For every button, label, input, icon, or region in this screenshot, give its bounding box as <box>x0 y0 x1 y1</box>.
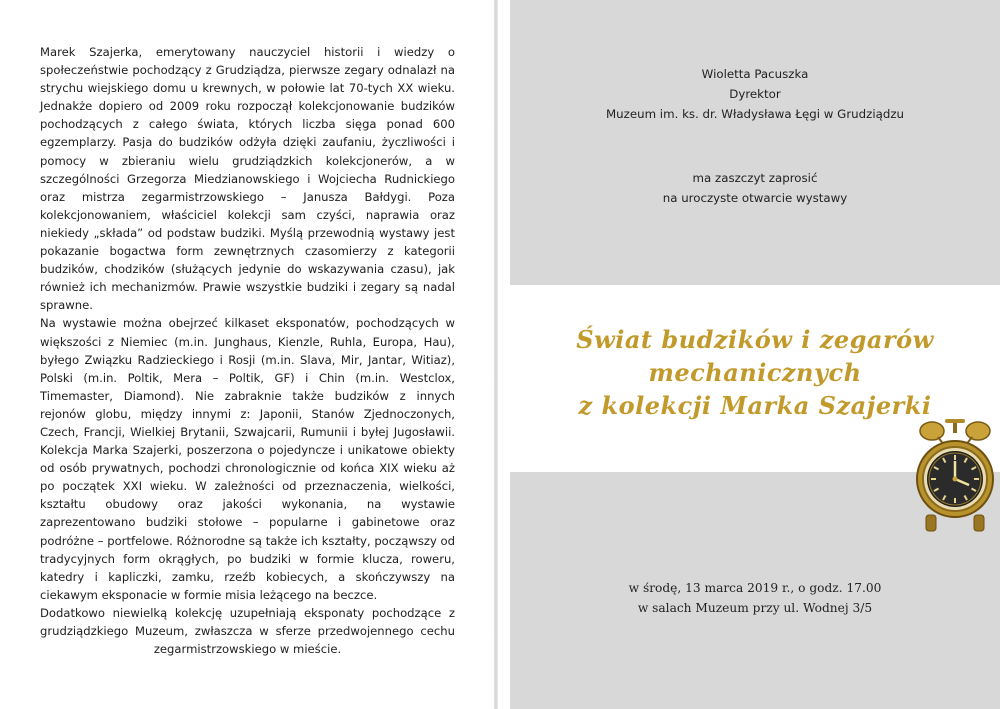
event-place: w salach Muzeum przy ul. Wodnej 3/5 <box>637 601 873 615</box>
title-line-2: mechanicznych <box>648 358 862 387</box>
invite-line-1: ma zaszczyt zaprosić <box>692 171 818 185</box>
alarm-clock-icon <box>912 415 998 539</box>
exhibition-title <box>510 323 1000 422</box>
host-block <box>510 64 1000 124</box>
invitation-text <box>510 168 1000 208</box>
right-page <box>498 0 1000 709</box>
title-line-1: Świat budzików i zegarów <box>576 325 934 354</box>
event-date: w środę, 13 marca 2019 r., o godz. 17.00 <box>628 581 882 595</box>
host-name: Wioletta Pacuszka <box>701 67 809 81</box>
description-paragraph-3: Dodatkowo niewielką kolekcję uzupełniają eksponaty pochodzące z grudziądzkiego Muzeum, zwłaszcza w sferze przedwojennego cechu zegarmistrzowskiego w mieście. <box>40 605 455 657</box>
host-role: Dyrektor <box>729 87 781 101</box>
description-paragraph-1: Marek Szajerka, emerytowany nauczyciel historii i wiedzy o społeczeństwie pochodzący z Grudziądza, pierwsze zegary odnalazł na strychu wiejskiego domu u krewnych, w połowie lat 70-tych XX wieku. Jednakże dopiero od 2009 roku rozpoczął kolekcjonowanie budzików pochodzących z całego świata, których liczba sięga ponad 600 egzemplarzy. Pasja do budzików odżyła dzięki zaufaniu, życzliwości i pomocy w zbieraniu wielu grudziądzkich kolekcjonerów, a w szczególności Grzegorza Miedzianowskiego i Wojciecha Rudnickiego oraz mistrza zegarmistrzowskiego – Janusza Bałdygi. Poza kolekcjonowaniem, właściciel kolekcji sam czyści, naprawia oraz niekiedy „składa” od podstaw budziki. Myślą przewodnią wystawy jest pokazanie bogactwa form zewnętrznych czasomierzy z kategorii budzików, chodzików (służących jedynie do wskazywania czasu), jak również ich mechanizmów. Prawie wszystkie budziki i zegary są nadal sprawne. <box>40 45 455 313</box>
exhibition-description <box>40 43 455 658</box>
host-institution: Muzeum im. ks. dr. Władysława Łęgi w Grudziądzu <box>605 107 904 121</box>
left-page <box>0 0 494 709</box>
gray-band-top <box>510 0 1000 285</box>
invite-line-2: na uroczyste otwarcie wystawy <box>662 191 848 205</box>
event-details <box>510 578 1000 618</box>
description-paragraph-2: Na wystawie można obejrzeć kilkaset eksponatów, pochodzących w większości z Niemiec (m.in. Junghaus, Kienzle, Ruhla, Europa, Hau), byłego Związku Radzieckiego i Rosji (m.in. Slava, Mir, Jantar, Witiaz), Polski (m.in. Poltik, Mera – Poltik, GF) i Chin (m.in. Westclox, Timemaster, Diamond). Nie zabraknie także budzików z innych rejonów globu, między innymi z: Japonii, Stanów Zjednoczonych, Czech, Francji, Wielkiej Brytanii, Szwajcarii, Rumunii i byłej Jugosławii. Kolekcja Marka Szajerki, poszerzona o pojedyncze i unikatowe obiekty od osób prywatnych, pochodzi chronologicznie od końca XIX wieku aż po początek XXI wieku. W zależności od przeznaczenia, wielkości, kształtu obudowy oraz jakości wykonania, na wystawie zaprezentowano budziki stołowe – popularne i gabinetowe oraz podróżne – portfelowe. Różnorodne są także ich kształty, począwszy od tradycyjnych form okrągłych, po budziki w formie klucza, roweru, katedry i kapliczki, zamku, rzeźb kobiecych, a skończywszy na ciekawym eksponacie w formie misia leżącego na beczce. <box>40 316 455 602</box>
title-line-3: z kolekcji Marka Szajerki <box>578 391 932 420</box>
